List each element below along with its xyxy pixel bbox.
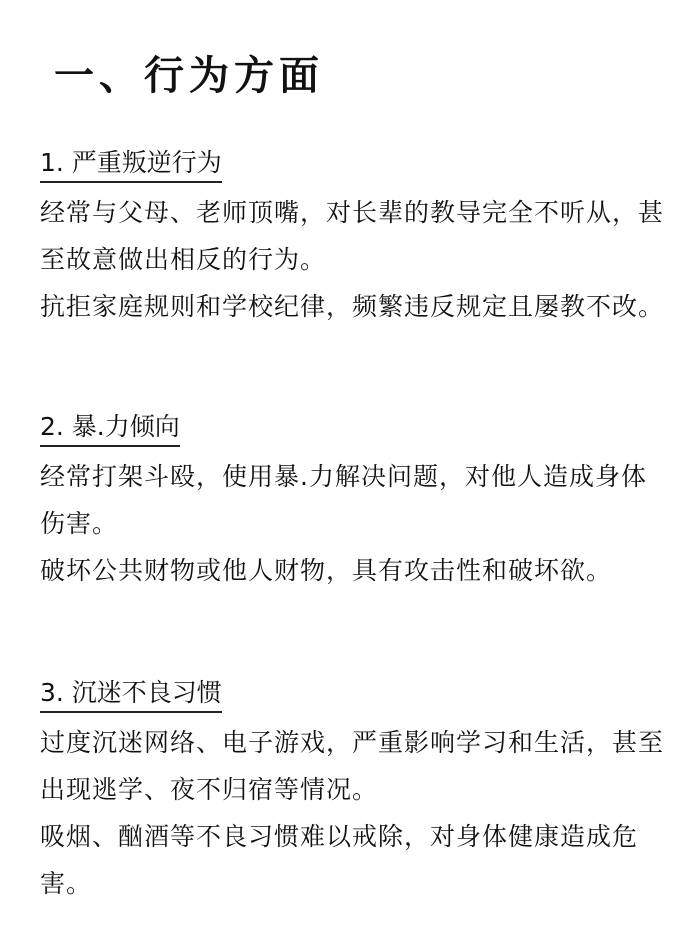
section-heading: 3. 沉迷不良习惯 (40, 675, 222, 713)
section-paragraph: 吸烟、酗酒等不良习惯难以戒除，对身体健康造成危害。 (40, 822, 639, 898)
section-paragraph: 破坏公共财物或他人财物，具有攻击性和破坏欲。 (40, 556, 613, 585)
page-title: 一、行为方面 (54, 53, 324, 99)
section-heading-wrap (40, 142, 670, 189)
section-heading-wrap (40, 672, 670, 719)
section-heading-wrap (40, 406, 670, 453)
section-paragraph: 经常打架斗殴，使用暴.力解决问题，对他人造成身体伤害。 (40, 462, 647, 538)
section-rebellious-behavior (40, 142, 670, 330)
section-paragraph: 抗拒家庭规则和学校纪律，频繁违反规定且屡教不改。 (40, 292, 665, 321)
section-violence-tendency (40, 406, 670, 594)
section-heading: 1. 严重叛逆行为 (40, 145, 222, 183)
section-bad-habits (40, 672, 670, 907)
section-paragraph: 过度沉迷网络、电子游戏，严重影响学习和生活，甚至出现逃学、夜不归宿等情况。 (40, 728, 665, 804)
section-heading: 2. 暴.力倾向 (40, 409, 180, 447)
section-paragraph: 经常与父母、老师顶嘴，对长辈的教导完全不听从，甚至故意做出相反的行为。 (40, 198, 665, 274)
